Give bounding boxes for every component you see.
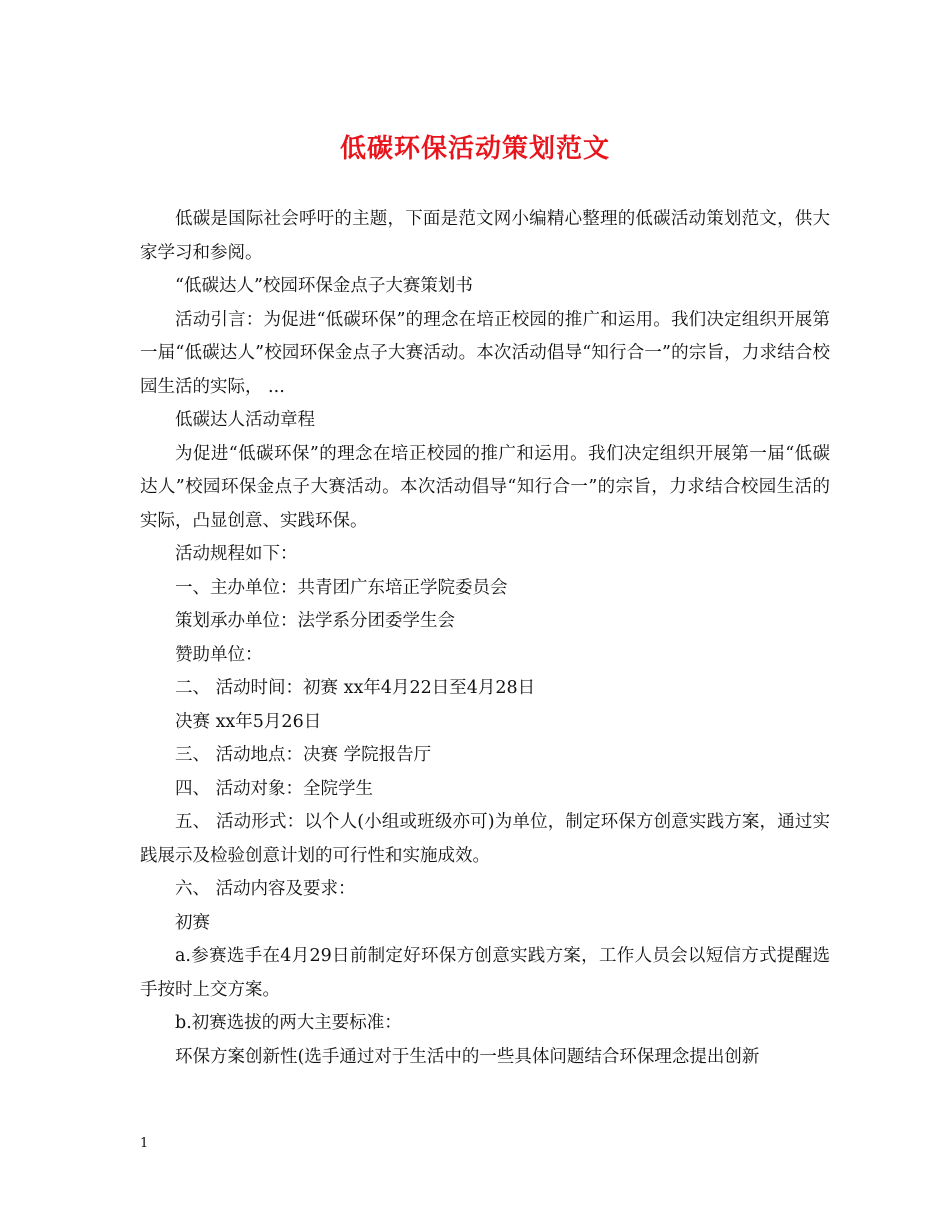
paragraph-activity-intro: 活动引言：为促进“低碳环保”的理念在培正校园的推广和运用。我们决定组织开展第一届“低碳达人”校园环保金点子大赛活动。本次活动倡导“知行合一”的宗旨，力求结合校园生活的实际， ... <box>140 309 830 397</box>
document-title: 低碳环保活动策划范文 <box>339 134 610 164</box>
paragraph-rules-heading: 活动规程如下： <box>175 544 298 564</box>
paragraph-audience: 四、 活动对象：全院学生 <box>175 778 374 799</box>
paragraph-sponsor: 赞助单位： <box>175 644 263 665</box>
paragraph-organizer: 一、主办单位：共青团广东培正学院委员会 <box>175 577 508 598</box>
paragraph-co-organizer: 策划承办单位：法学系分团委学生会 <box>175 611 455 631</box>
page-number: 1 <box>140 1136 149 1151</box>
paragraph-time: 二、 活动时间：初赛 xx年4月22日至4月28日 <box>175 678 536 698</box>
paragraph-item-a: a.参赛选手在4月29日前制定好环保方创意实践方案，工作人员会以短信方式提醒选手按时上交方案。 <box>140 946 830 1000</box>
paragraph-content-heading: 六、 活动内容及要求： <box>175 879 356 899</box>
paragraph-item-b: b.初赛选拔的两大主要标准： <box>175 1013 402 1033</box>
paragraph-format: 五、 活动形式：以个人(小组或班级亦可)为单位，制定环保方创意实践方案，通过实践展示及检验创意计划的可行性和实施成效。 <box>140 812 830 866</box>
paragraph-charter-text: 为促进“低碳环保”的理念在培正校园的推广和运用。我们决定组织开展第一届“低碳达人”校园环保金点子大赛活动。本次活动倡导“知行合一”的宗旨，力求结合校园生活的实际，凸显创意、实践环保。 <box>140 443 830 531</box>
paragraph-intro: 低碳是国际社会呼吁的主题，下面是范文网小编精心整理的低碳活动策划范文，供大家学习和参阅。 <box>140 209 830 263</box>
paragraph-innovation: 环保方案创新性(选手通过对于生活中的一些具体问题结合环保理念提出创新 <box>175 1046 760 1067</box>
paragraph-plan-title: “低碳达人”校园环保金点子大赛策划书 <box>175 276 473 296</box>
paragraph-final-date: 决赛 xx年5月26日 <box>175 711 322 732</box>
paragraph-location: 三、 活动地点：决赛 学院报告厅 <box>175 745 432 765</box>
paragraph-charter-title: 低碳达人活动章程 <box>175 410 315 430</box>
paragraph-preliminary: 初赛 <box>175 912 210 933</box>
document-body <box>140 203 830 1074</box>
